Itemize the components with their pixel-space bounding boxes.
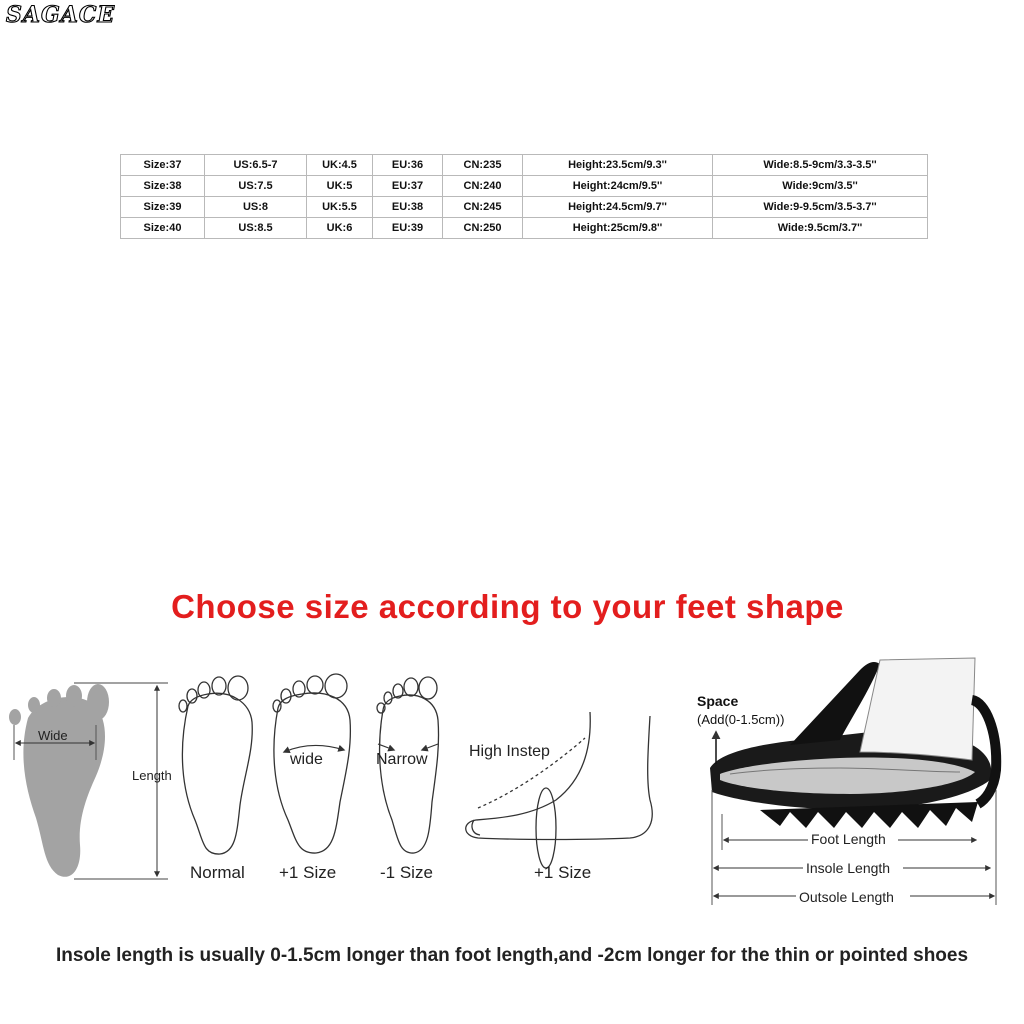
table-cell: Size:37 [121, 155, 205, 176]
table-cell: Size:38 [121, 176, 205, 197]
table-cell: CN:235 [443, 155, 523, 176]
narrow-size-label: -1 Size [380, 863, 433, 882]
table-cell: Wide:9-9.5cm/3.5-3.7'' [713, 197, 928, 218]
table-cell: Size:39 [121, 197, 205, 218]
space-note: (Add(0-1.5cm)) [697, 712, 785, 727]
foot-length-label: Foot Length [811, 831, 886, 847]
table-cell: US:8 [205, 197, 307, 218]
high-instep-foot-icon [466, 712, 652, 868]
narrow-foot-tag: Narrow [376, 751, 428, 768]
table-cell: US:6.5-7 [205, 155, 307, 176]
table-cell: CN:245 [443, 197, 523, 218]
table-row [121, 197, 928, 218]
table-cell: CN:240 [443, 176, 523, 197]
size-guide-title: Choose size according to your feet shape [171, 588, 844, 625]
wide-label: Wide [38, 728, 68, 743]
table-cell: Wide:9.5cm/3.7'' [713, 218, 928, 239]
size-chart-table [120, 154, 928, 239]
table-cell: UK:5 [307, 176, 373, 197]
wide-size-label: +1 Size [279, 863, 337, 882]
table-row [121, 155, 928, 176]
table-cell: EU:36 [373, 155, 443, 176]
table-cell: Size:40 [121, 218, 205, 239]
table-row [121, 218, 928, 239]
table-cell: EU:39 [373, 218, 443, 239]
table-cell: EU:38 [373, 197, 443, 218]
normal-foot-icon [179, 676, 252, 854]
shoe-cross-section-icon [710, 658, 996, 828]
table-row [121, 176, 928, 197]
table-cell: US:8.5 [205, 218, 307, 239]
table-cell: Wide:9cm/3.5'' [713, 176, 928, 197]
table-cell: Height:25cm/9.8'' [523, 218, 713, 239]
normal-label: Normal [190, 863, 245, 882]
outsole-length-label: Outsole Length [799, 889, 894, 905]
insole-length-label: Insole Length [806, 860, 891, 876]
size-guide-illustration [0, 640, 1024, 930]
table-cell: Height:23.5cm/9.3'' [523, 155, 713, 176]
table-cell: Height:24.5cm/9.7'' [523, 197, 713, 218]
high-instep-tag: High Instep [469, 743, 550, 760]
wide-foot-tag: wide [290, 751, 323, 768]
table-cell: UK:6 [307, 218, 373, 239]
table-cell: UK:4.5 [307, 155, 373, 176]
table-cell: UK:5.5 [307, 197, 373, 218]
length-label: Length [132, 768, 172, 783]
measured-foot-icon [9, 684, 109, 877]
table-cell: Wide:8.5-9cm/3.3-3.5'' [713, 155, 928, 176]
table-cell: CN:250 [443, 218, 523, 239]
insole-footnote: Insole length is usually 0-1.5cm longer than foot length,and -2cm longer for the thin or pointed shoes [55, 945, 969, 966]
brand-logo: SAGACE [6, 2, 116, 28]
space-label: Space [697, 693, 739, 709]
table-cell: US:7.5 [205, 176, 307, 197]
instep-size-label: +1 Size [534, 863, 592, 882]
table-cell: Height:24cm/9.5'' [523, 176, 713, 197]
table-cell: EU:37 [373, 176, 443, 197]
